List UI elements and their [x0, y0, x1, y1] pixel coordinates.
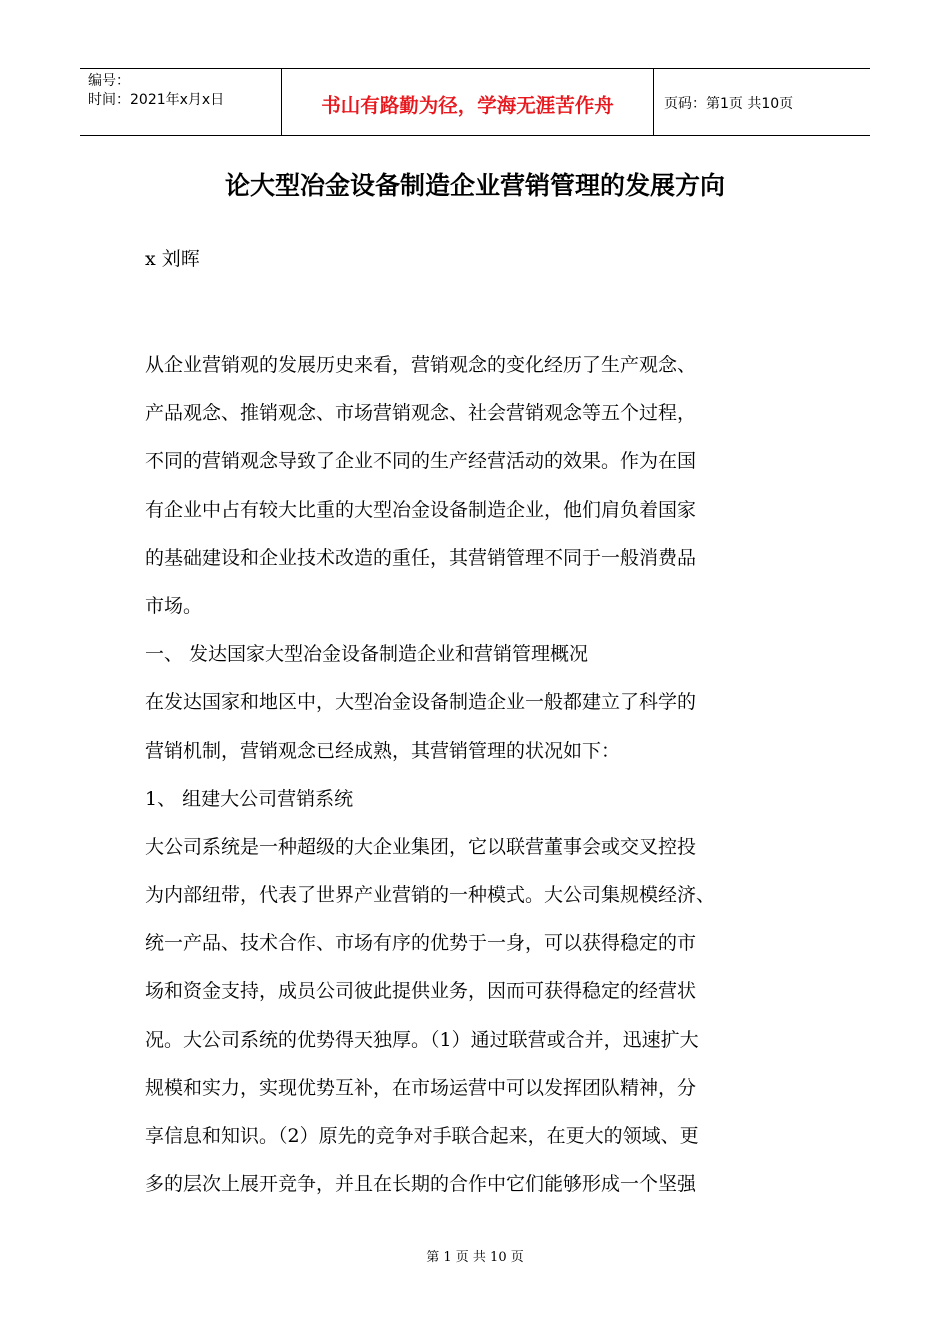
body-line: 产品观念、推销观念、市场营销观念、社会营销观念等五个过程，	[145, 402, 697, 425]
section-heading: 一、 发达国家大型冶金设备制造企业和营销管理概况	[145, 643, 589, 666]
body-line: 统一产品、技术合作、市场有序的优势于一身，可以获得稳定的市	[145, 932, 697, 955]
subsection-heading: 1、 组建大公司营销系统	[145, 787, 354, 810]
body-line: 从企业营销观的发展历史来看，营销观念的变化经历了生产观念、	[145, 354, 697, 376]
body-line: 市场。	[145, 594, 203, 617]
body-line: 场和资金支持，成员公司彼此提供业务，因而可获得稳定的经营状	[145, 980, 697, 1003]
body-line: 况。大公司系统的优势得天独厚。（1）通过联营或合并，迅速扩大	[145, 1028, 699, 1051]
header-meta-cell	[80, 69, 282, 135]
document-time-label: 时间：2021年x月x日	[88, 92, 225, 108]
body-line: 营销机制，营销观念已经成熟，其营销管理的状况如下：	[145, 739, 621, 762]
header-motto: 书山有路勤为径，学海无涯苦作舟	[282, 69, 654, 135]
body-line: 不同的营销观念导致了企业不同的生产经营活动的效果。作为在国	[145, 450, 697, 473]
body-line: 多的层次上展开竞争，并且在长期的合作中它们能够形成一个坚强	[145, 1173, 697, 1196]
body-line: 规模和实力，实现优势互补，在市场运营中可以发挥团队精神，分	[145, 1076, 697, 1099]
document-author: x 刘晖	[145, 248, 200, 270]
body-line: 有企业中占有较大比重的大型冶金设备制造企业，他们肩负着国家	[145, 498, 697, 521]
body-line: 为内部纽带，代表了世界产业营销的一种模式。大公司集规模经济、	[145, 884, 716, 907]
header-table	[80, 68, 870, 136]
body-line: 在发达国家和地区中，大型冶金设备制造企业一般都建立了科学的	[145, 691, 697, 714]
header-page-info: 页码：第1页 共10页	[664, 96, 794, 112]
document-number-label: 编号：	[88, 73, 130, 89]
document-title: 论大型冶金设备制造企业营销管理的发展方向	[224, 171, 725, 200]
body-line: 享信息和知识。（2）原先的竞争对手联合起来，在更大的领域、更	[145, 1125, 699, 1147]
page-footer: 第 1 页 共 10 页	[426, 1250, 524, 1265]
body-line: 的基础建设和企业技术改造的重任，其营销管理不同于一般消费品	[145, 546, 697, 569]
body-line: 大公司系统是一种超级的大企业集团，它以联营董事会或交叉控投	[145, 835, 697, 858]
document-body	[145, 341, 815, 1208]
